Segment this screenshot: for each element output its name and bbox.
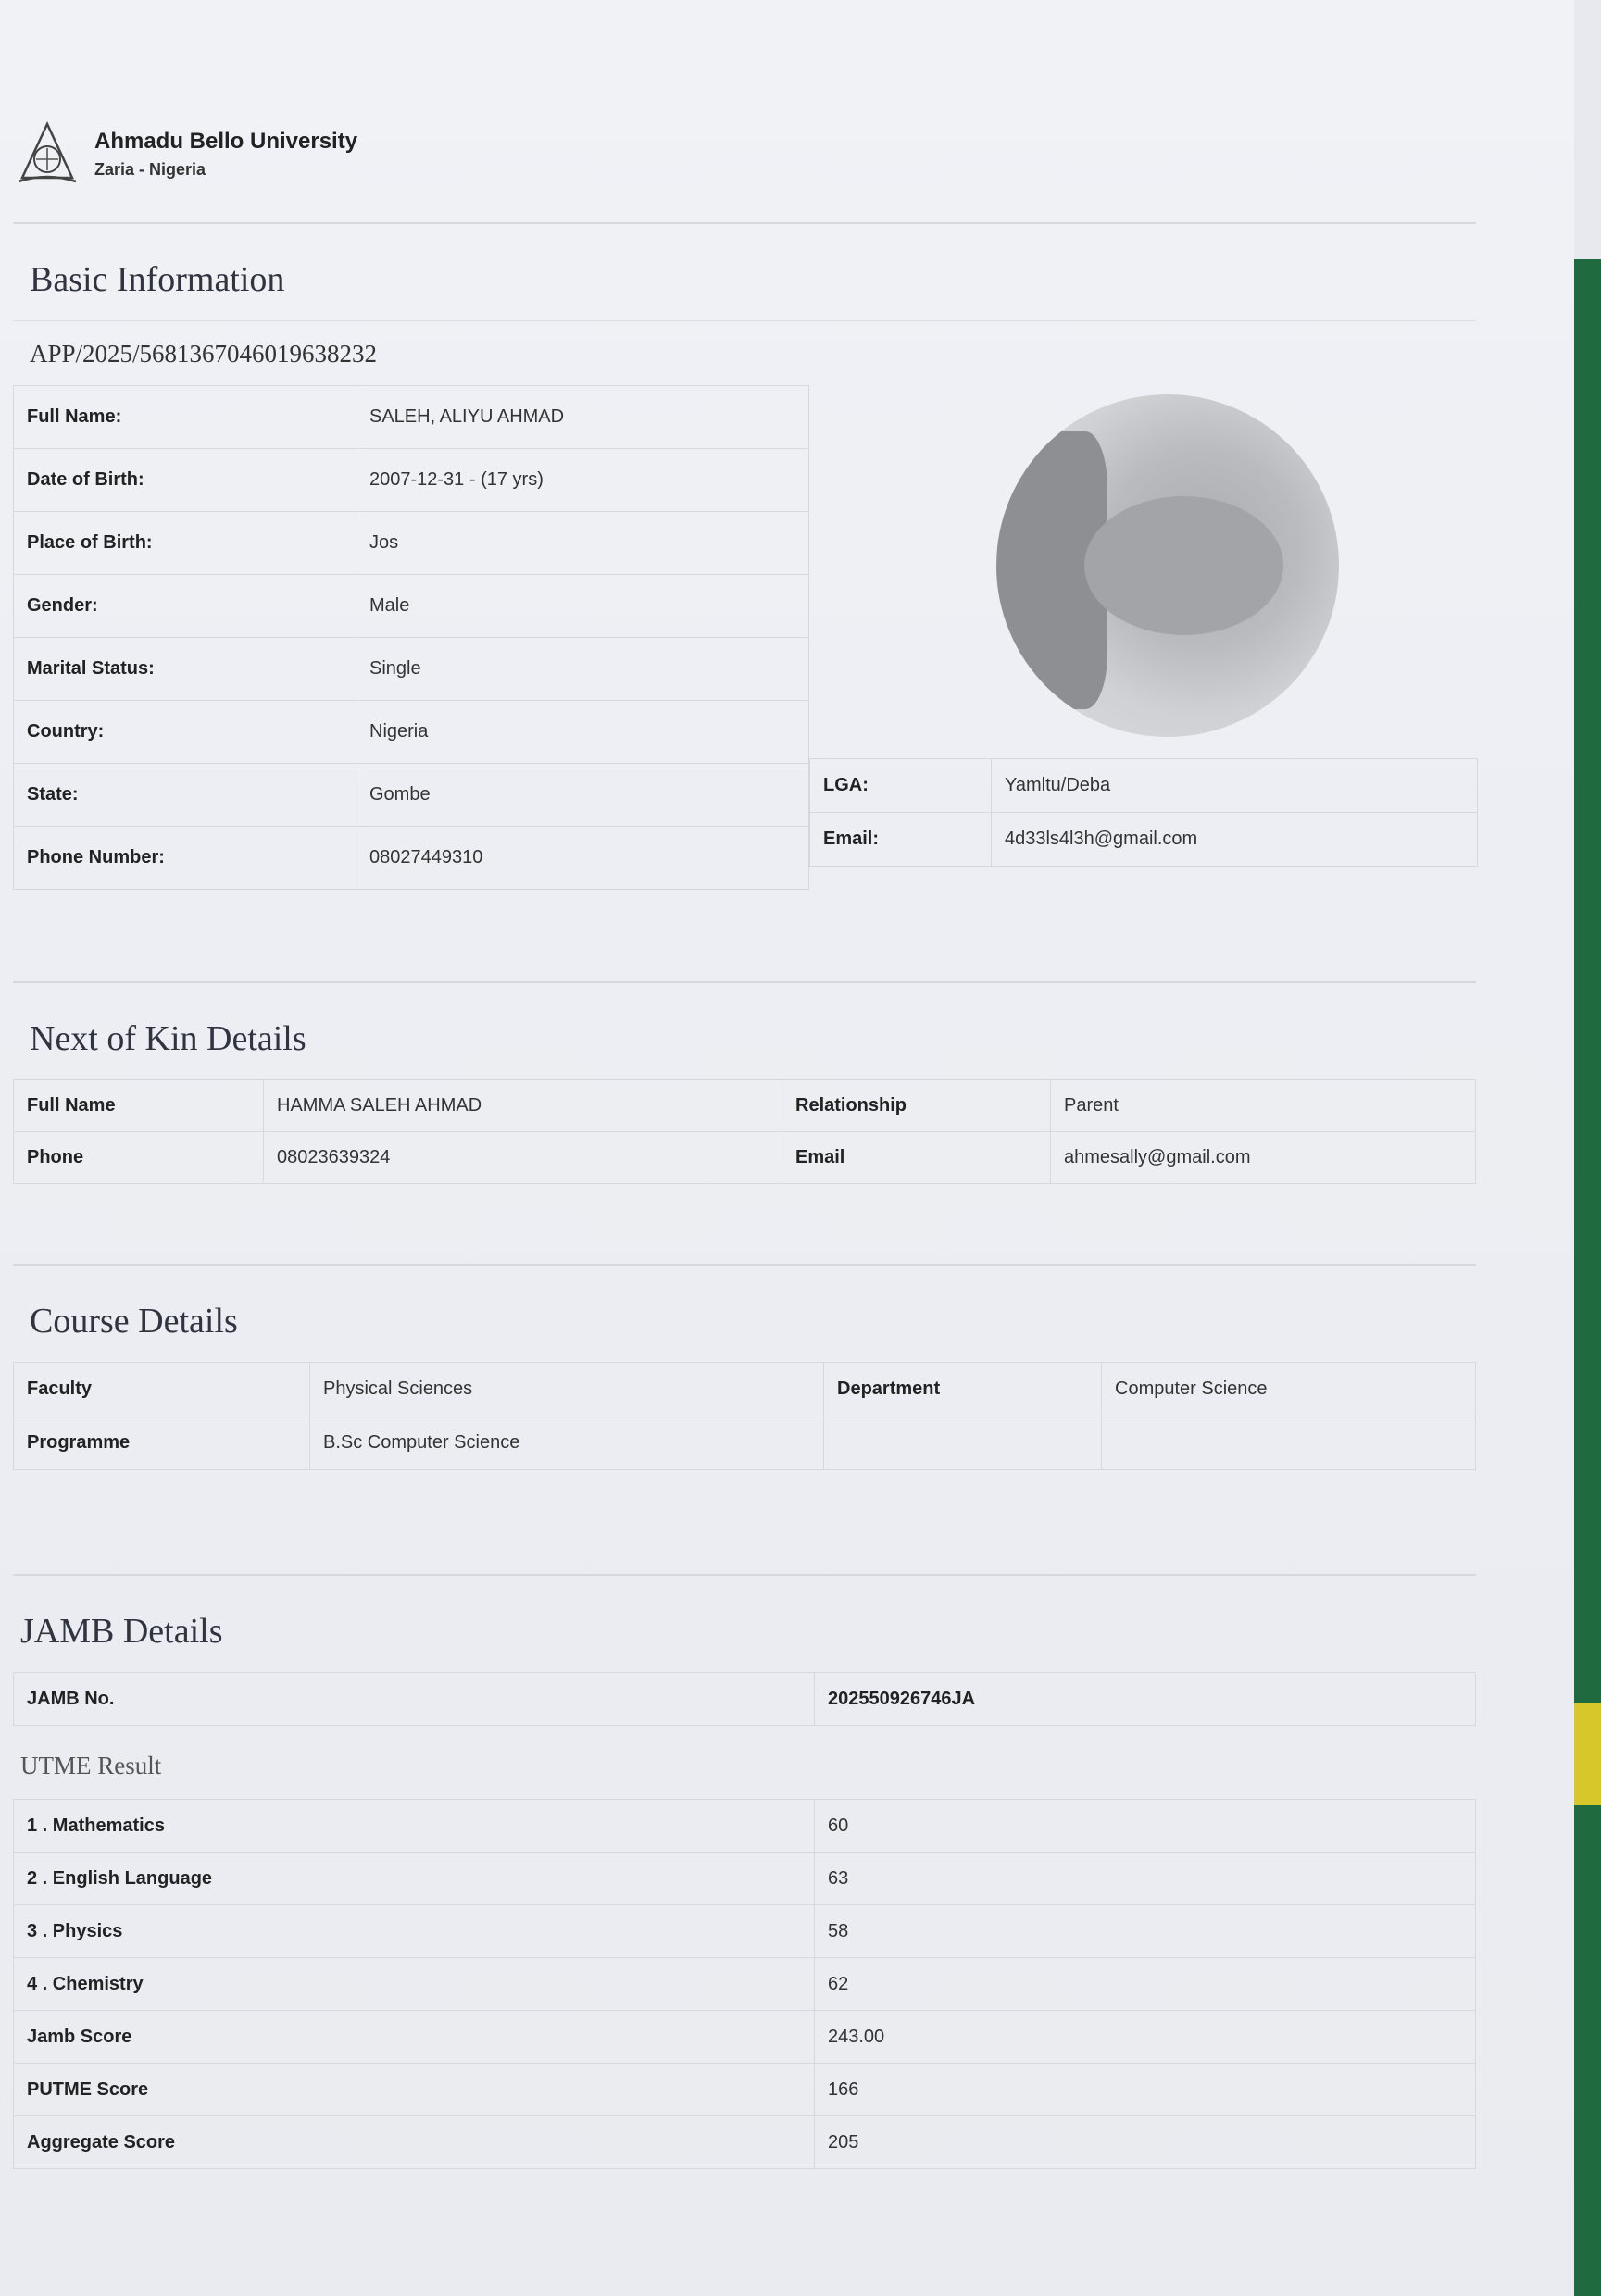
next-of-kin-table (13, 1079, 1476, 1184)
field-value: Gombe (356, 764, 809, 827)
jamb-number-label: JAMB No. (14, 1673, 815, 1726)
jamb-number-table (13, 1672, 1476, 1726)
table-row (14, 386, 809, 449)
email-label: Email: (810, 813, 992, 867)
basic-information-table (13, 385, 809, 890)
table-row (14, 1958, 1476, 2011)
result-label: Aggregate Score (14, 2116, 815, 2169)
field-value: SALEH, ALIYU AHMAD (356, 386, 809, 449)
result-label: 2 . English Language (14, 1853, 815, 1905)
result-value: 166 (815, 2064, 1476, 2116)
result-label: 1 . Mathematics (14, 1800, 815, 1853)
course-details-title: Course Details (30, 1302, 238, 1341)
result-value: 60 (815, 1800, 1476, 1853)
table-row (14, 2011, 1476, 2064)
field-value: Male (356, 575, 809, 638)
table-row (14, 827, 809, 890)
nok-relationship-value: Parent (1051, 1080, 1476, 1132)
university-header (17, 120, 357, 187)
field-value: 2007-12-31 - (17 yrs) (356, 449, 809, 512)
result-value: 205 (815, 2116, 1476, 2169)
jamb-details-title: JAMB Details (20, 1612, 223, 1651)
nok-phone-value: 08023639324 (264, 1132, 782, 1184)
field-label: Place of Birth: (14, 512, 356, 575)
nok-email-label: Email (782, 1132, 1051, 1184)
field-value: Nigeria (356, 701, 809, 764)
lga-value: Yamltu/Deba (992, 759, 1478, 813)
field-label: Phone Number: (14, 827, 356, 890)
field-label: Marital Status: (14, 638, 356, 701)
table-row (14, 1853, 1476, 1905)
table-row (14, 1905, 1476, 1958)
applicant-photo (996, 394, 1339, 737)
result-label: PUTME Score (14, 2064, 815, 2116)
email-value: 4d33ls4l3h@gmail.com (992, 813, 1478, 867)
department-value: Computer Science (1102, 1363, 1476, 1416)
background-green-edge (1570, 259, 1601, 2296)
utme-result-title: UTME Result (20, 1752, 162, 1779)
course-details-table (13, 1362, 1476, 1470)
result-value: 58 (815, 1905, 1476, 1958)
table-row (14, 1080, 1476, 1132)
result-value: 243.00 (815, 2011, 1476, 2064)
programme-label: Programme (14, 1416, 310, 1470)
programme-value: B.Sc Computer Science (310, 1416, 824, 1470)
basic-information-grid (13, 385, 1476, 890)
table-row (14, 2064, 1476, 2116)
table-row (810, 813, 1478, 867)
faculty-value: Physical Sciences (310, 1363, 824, 1416)
background-yellow-strip (1570, 1703, 1601, 1805)
table-row (14, 575, 809, 638)
nok-email-value: ahmesally@gmail.com (1051, 1132, 1476, 1184)
table-row (14, 1363, 1476, 1416)
nok-phone-label: Phone (14, 1132, 264, 1184)
nok-full-name-label: Full Name (14, 1080, 264, 1132)
jamb-details-section (13, 1574, 1476, 2169)
jamb-number-value: 202550926746JA (815, 1673, 1476, 1726)
table-row (14, 1800, 1476, 1853)
field-label: Full Name: (14, 386, 356, 449)
table-row (14, 449, 809, 512)
next-of-kin-section (13, 981, 1476, 1184)
nok-full-name-value: HAMMA SALEH AHMAD (264, 1080, 782, 1132)
university-name: Ahmadu Bello University (94, 128, 358, 154)
lga-label: LGA: (810, 759, 992, 813)
table-row (14, 1416, 1476, 1470)
nok-relationship-label: Relationship (782, 1080, 1051, 1132)
table-row (14, 512, 809, 575)
table-row (14, 638, 809, 701)
result-label: 4 . Chemistry (14, 1958, 815, 2011)
department-label: Department (824, 1363, 1102, 1416)
field-value: Single (356, 638, 809, 701)
table-row (14, 1132, 1476, 1184)
application-number: APP/2025/5681367046019638232 (13, 320, 1476, 385)
university-crest-icon (17, 120, 78, 187)
next-of-kin-title: Next of Kin Details (30, 1019, 306, 1058)
table-row (14, 701, 809, 764)
table-row (14, 2116, 1476, 2169)
table-row (14, 764, 809, 827)
field-label: Gender: (14, 575, 356, 638)
field-value: Jos (356, 512, 809, 575)
result-value: 62 (815, 1958, 1476, 2011)
result-value: 63 (815, 1853, 1476, 1905)
basic-information-title: Basic Information (30, 260, 285, 299)
lga-email-table (809, 758, 1478, 867)
course-details-section (13, 1264, 1476, 1470)
university-location: Zaria - Nigeria (94, 159, 206, 179)
utme-result-table (13, 1799, 1476, 2169)
field-label: Country: (14, 701, 356, 764)
table-row (14, 1673, 1476, 1726)
field-value: 08027449310 (356, 827, 809, 890)
result-label: Jamb Score (14, 2011, 815, 2064)
field-label: Date of Birth: (14, 449, 356, 512)
faculty-label: Faculty (14, 1363, 310, 1416)
result-label: 3 . Physics (14, 1905, 815, 1958)
table-row (810, 759, 1478, 813)
field-label: State: (14, 764, 356, 827)
basic-information-section (13, 222, 1476, 890)
